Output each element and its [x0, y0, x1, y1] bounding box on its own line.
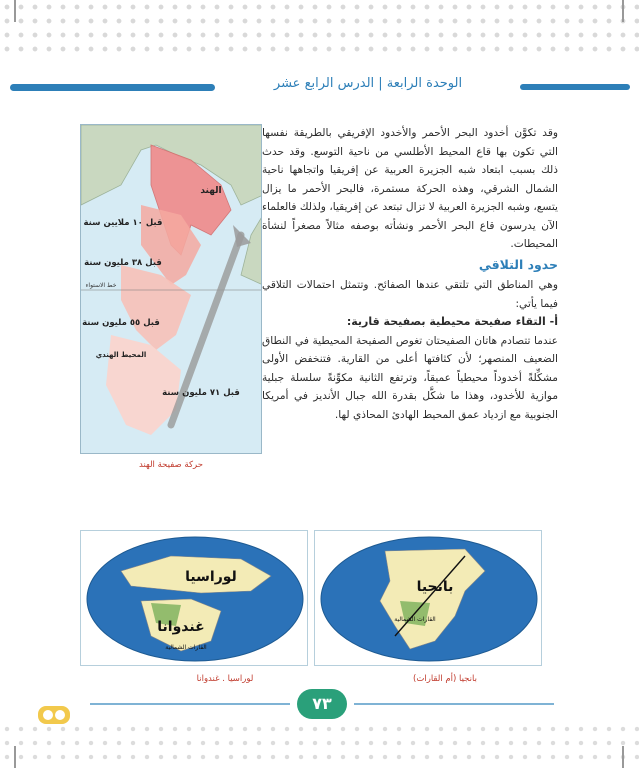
pangaea-globe — [314, 530, 542, 666]
label-indian-ocean: المحيط الهندي — [95, 351, 147, 359]
label-laurasia: لوراسيا — [185, 569, 237, 585]
section-heading: حدود التلاقي — [478, 256, 558, 272]
label-10-million: قبل ١٠ ملايين سنة — [83, 218, 163, 228]
label-continents: القارات الشمالية — [394, 616, 436, 623]
right-globe-caption: بانجيا (أم القارات) — [413, 674, 477, 684]
header-bar — [520, 84, 630, 90]
globe-graphic — [315, 531, 542, 666]
globe-graphic — [81, 531, 308, 666]
label-continents: القارات الشمالية — [165, 644, 207, 651]
label-pangaea: بانجيا — [416, 579, 454, 595]
page-header — [0, 74, 639, 102]
label-55-million: قبل ٥٥ مليون سنة — [82, 318, 160, 328]
body-text — [262, 124, 558, 424]
left-globe-caption: لوراسيا . غندوانا — [196, 674, 254, 684]
header-title: الوحدة الرابعة | الدرس الرابع عشر — [273, 76, 463, 91]
india-map-graphic — [81, 125, 262, 454]
crop-mark — [14, 0, 16, 22]
label-38-million: قبل ٣٨ مليون سنة — [84, 258, 162, 268]
india-plate-map — [80, 124, 262, 454]
label-india: الهند — [200, 186, 222, 196]
label-71-million: قبل ٧١ مليون سنة — [162, 388, 240, 398]
bottom-dot-pattern — [0, 722, 639, 768]
paragraph: وقد تكوَّن أخدود البحر الأحمر والأخدود الإفريقي بالطريقة نفسها التي تكون بها قاع المحيط الأطلسي من ناحية التوسع. وقد حدث ذلك بسبب ابتعاد شبه الجزيرة العربية عن إفريقيا واتجاهها ناحية الشمال الشرقي، وهذه الحركة مستمرة، فالبحر الأحمر ما يزال يتسع، وشبه الجزيرة العربية لا تزال تبتعد عن إفريقيا، ولذلك فالعلماء الآن يدرسون قاع البحر الأحمر ونشأته بوصفه مثالاً مصغراً لنشأة المحيطات. — [262, 127, 558, 250]
crop-mark — [622, 746, 624, 768]
sub-heading: أ- التقاء صفيحة محيطية بصفيحة قارية: — [346, 315, 558, 328]
crop-mark — [14, 746, 16, 768]
paragraph: وهي المناطق التي تلتقي عندها الصفائح. وتتمثل احتمالات التلاقي فيما يأتي: — [262, 279, 558, 310]
footer-line — [90, 703, 290, 705]
footer-line — [354, 703, 554, 705]
top-dot-pattern — [0, 0, 639, 60]
paragraph: عندما تتصادم هاتان الصفيحتان تغوص الصفيحة المحيطية في النطاق الضعيف المنصهر؛ لأن كثافتها أعلى من القارية. فتنخفض الأولى مشكِّلةً أخدوداً محيطياً عميقاً، وترتفع الثانية مكوِّنةً سلسلة جبلية موازية للأخدود، وهذا ما شكَّل بقدرة الله جبال الأنديز في أمريكا الجنوبية مع ازدياد عمق المحيط الهادئ المحاذي لها. — [262, 334, 558, 421]
laurasia-gondwana-globe — [80, 530, 308, 666]
label-equator: خط الاستواء — [85, 282, 117, 289]
label-gondwana: غندوانا — [157, 619, 205, 635]
india-map-caption: حركة صفيحة الهند — [139, 460, 203, 470]
header-bar — [10, 84, 215, 91]
crop-mark — [622, 0, 624, 22]
page-number: ٧٣ — [297, 689, 347, 719]
